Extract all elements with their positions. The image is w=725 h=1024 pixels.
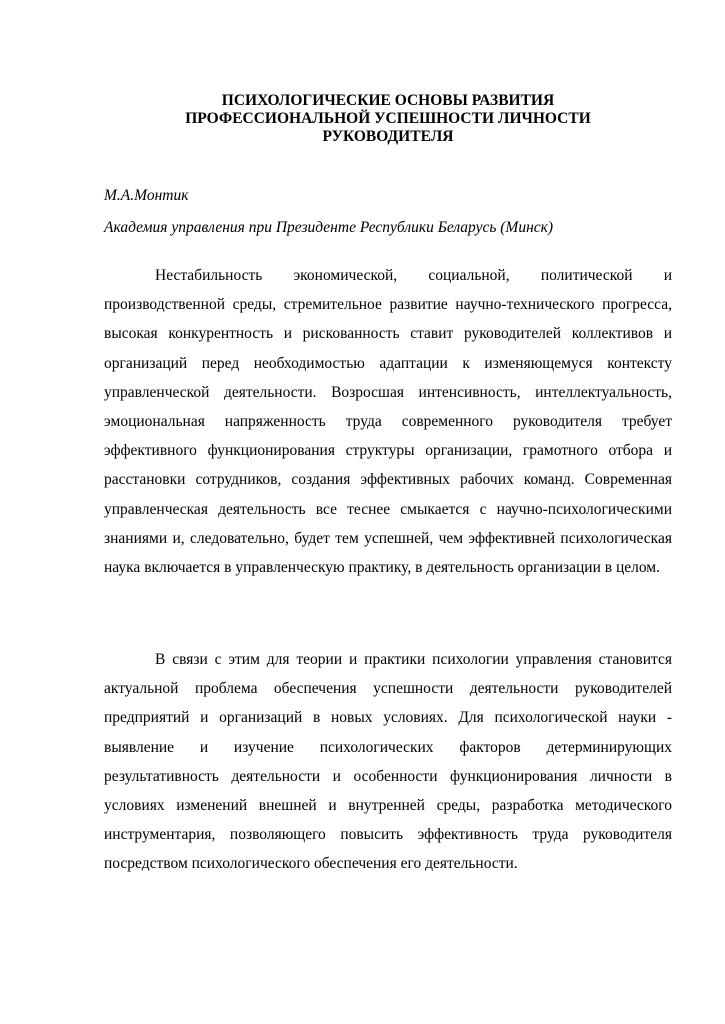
author-affiliation: Академия управления при Президенте Республики Беларусь (Минск) [104, 219, 554, 236]
body-paragraph-1: Нестабильность экономической, социальной, политической и производственной среды, стремительное развитие научно-технического прогресса, высокая конкурентность и рискованность ставит руководителей коллективов и организаций перед необходимостью адаптации к изменяющемуся контексту управленческой деятельности. Возросшая интенсивность, интеллектуальность, эмоциональная напряженность труда современного руководителя требует эффективного функционирования структуры организации, грамотного отбора и расстановки сотрудников, создания эффективных рабочих команд. Современная управленческая деятельность все теснее смыкается с научно-психологическими знаниями и, следовательно, будет тем успешней, чем эффективней психологическая наука включается в управленческую практику, в деятельность организации в целом. [104, 267, 672, 577]
title-line-3: РУКОВОДИТЕЛЯ [322, 128, 454, 145]
document-title [104, 92, 672, 146]
title-line-2: ПРОФЕССИОНАЛЬНОЙ УСПЕШНОСТИ ЛИЧНОСТИ [185, 110, 591, 127]
title-line-1: ПСИХОЛОГИЧЕСКИЕ ОСНОВЫ РАЗВИТИЯ [221, 92, 555, 109]
author-name: М.А.Монтик [104, 187, 189, 204]
body-paragraph-2: В связи с этим для теории и практики психологии управления становится актуальной проблема обеспечения успешности деятельности руководителей предприятий и организаций в новых условиях. Для психологической науки - выявление и изучение психологических факторов детерминирующих результативность деятельности и особенности функционирования личности в условиях изменений внешней и внутренней среды, разработка методического инструментария, позволяющего повысить эффективность труда руководителя посредством психологического обеспечения его деятельности. [104, 651, 672, 873]
